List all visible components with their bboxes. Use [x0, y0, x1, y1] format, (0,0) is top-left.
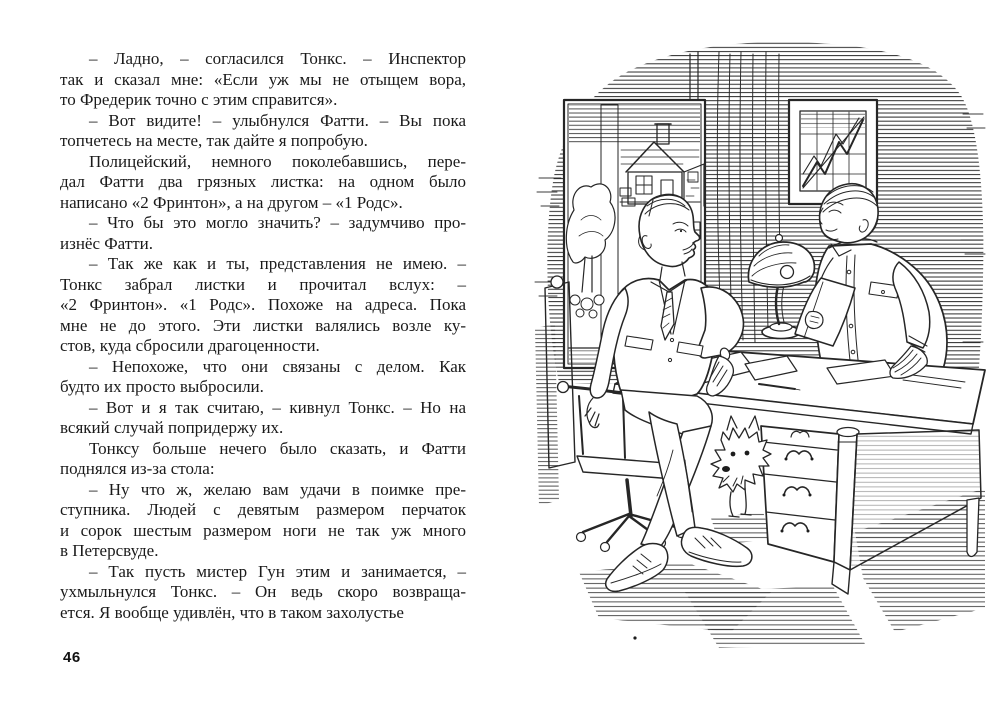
boy-head: [819, 184, 878, 243]
text-line: ухмыльнулся Тонкс. – Он ведь скоро возвраща-: [60, 582, 466, 601]
text-line: мне не до этого. Эти листки валялись возле ку-: [60, 315, 466, 335]
paragraph: [60, 562, 466, 624]
text-line: – Вот и я так считаю, – кивнул Тонкс. – Но на: [89, 397, 466, 417]
text-line: поднялся из-за стола:: [60, 459, 215, 478]
illustration-canvas: [533, 30, 990, 675]
paragraph: [60, 439, 466, 480]
text-line: «2 Фринтон». «1 Родс». Похоже на адреса. Пока: [60, 295, 466, 314]
text-line: и сорок шестым размером ноги не так уж много: [60, 520, 466, 540]
text-line: – Так пусть мистер Гун этим и занимается, –: [89, 561, 466, 581]
text-line: то Фредерик точно с этим справится».: [60, 90, 338, 109]
text-line: так и сказал мне: «Если уж мы не отыщем вора,: [60, 69, 466, 89]
text-line: – Что бы это могло значить? – задумчиво про-: [89, 213, 466, 232]
paragraph: [60, 480, 466, 562]
text-line: ется. Я вообще удивлён, что в таком захолустье: [60, 602, 404, 622]
text-line: в Петерсвуде.: [60, 541, 159, 560]
text-line: – Ладно, – согласился Тонкс. – Инспектор: [89, 49, 466, 68]
text-line: стов, куда сбросили драгоценности.: [60, 336, 320, 355]
text-line: Тонксу больше нечего было сказать, и Фатти: [89, 438, 466, 458]
text-line: Полицейский, немного поколебавшись, пере-: [89, 151, 466, 171]
paragraph: [60, 254, 466, 357]
text-line: будто их просто выбросили.: [60, 377, 264, 396]
text-column: [60, 49, 466, 623]
paragraph: [60, 111, 466, 152]
text-line: изнёс Фатти.: [60, 233, 153, 253]
text-line: – Вот видите! – улыбнулся Фатти. – Вы пока: [89, 110, 466, 130]
paragraph: [60, 398, 466, 439]
text-line: – Непохоже, что они связаны с делом. Как: [89, 356, 466, 376]
paragraph: [60, 213, 466, 254]
text-line: – Так же как и ты, представления не имею. –: [89, 254, 466, 273]
text-line: Тонкс забрал листки и прочитал вслух: –: [60, 274, 466, 294]
book-illustration: [533, 30, 990, 675]
text-line: – Ну что ж, желаю вам удачи в поимке пре-: [89, 479, 466, 499]
page-number: 46: [63, 649, 81, 666]
text-line: топчетесь на месте, так дайте я попробую.: [60, 131, 368, 150]
paragraph: [60, 357, 466, 398]
paragraph: [60, 49, 466, 111]
text-line: всякий случай попридержу их.: [60, 418, 284, 437]
text-line: ступника. Людей с девятым размером перчаток: [60, 500, 466, 519]
text-line: дал Фатти два грязных листка: на одном было: [60, 172, 466, 191]
text-line: написано «2 Фринтон», а на другом – «1 Родс».: [60, 192, 403, 212]
paragraph: [60, 152, 466, 214]
